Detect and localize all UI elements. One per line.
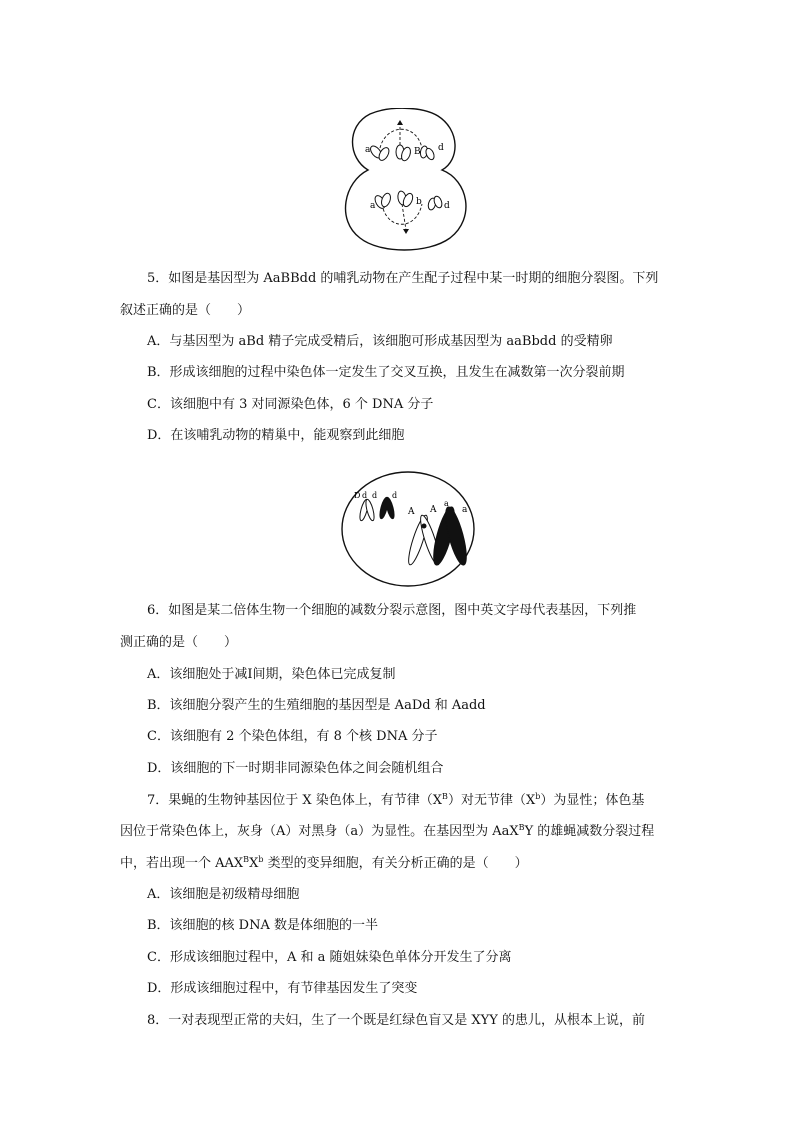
gene-label: d <box>372 491 378 500</box>
gene-label: A <box>430 505 437 515</box>
chromosomes-top <box>368 144 435 162</box>
question-7-option-b: B．该细胞的核 DNA 数是体细胞的一半 <box>147 918 379 933</box>
question-5-stem-line1: 5．如图是基因型为 AaBBdd 的哺乳动物在产生配子过程中某一时期的细胞分裂图。下列 <box>147 271 659 286</box>
gene-label: a <box>462 505 468 515</box>
question-5-option-c: C．该细胞中有 3 对同源染色体，6 个 DNA 分子 <box>147 397 434 412</box>
gene-label: a <box>365 145 371 155</box>
question-6-option-b: B．该细胞分裂产生的生殖细胞的基因型是 AaDd 和 Aadd <box>147 698 486 713</box>
question-5-option-b: B．形成该细胞的过程中染色体一定发生了交叉互换，且发生在减数第一次分裂前期 <box>147 365 625 380</box>
question-7-option-c: C．形成该细胞过程中，A 和 a 随姐妹染色单体分开发生了分离 <box>147 950 512 965</box>
question-6-stem-line2: 测正确的是（ ） <box>120 635 238 650</box>
figure-cell-division-1 <box>340 108 470 253</box>
figure-cell-division-2 <box>340 470 476 588</box>
chromosomes-bottom <box>373 190 443 210</box>
question-5-option-a: A．与基因型为 aBd 精子完成受精后，该细胞可形成基因型为 aaBbdd 的受精卵 <box>147 334 613 349</box>
question-8-stem-line1: 8．一对表现型正常的夫妇，生了一个既是红绿色盲又是 XYY 的患儿，从根本上说，前 <box>147 1013 645 1028</box>
gene-label: a <box>444 499 449 508</box>
question-7-stem-line3: 中，若出现一个 $AAX^BX^b$ 类型的变异细胞，有关分析正确的是（ ） <box>120 855 528 871</box>
gene-label: a <box>370 201 376 211</box>
gene-label: d <box>444 201 450 211</box>
question-6-option-c: C．该细胞有 2 个染色体组，有 8 个核 DNA 分子 <box>147 729 438 744</box>
gene-label: B <box>414 147 421 157</box>
question-6-option-a: A．该细胞处于减Ⅰ间期，染色体已完成复制 <box>147 667 396 682</box>
question-7-option-d: D．形成该细胞过程中，有节律基因发生了突变 <box>147 981 418 996</box>
question-6-option-d: D．该细胞的下一时期非同源染色体之间会随机组合 <box>147 761 444 776</box>
small-chromosomes <box>358 497 395 522</box>
gene-label: D <box>354 491 361 500</box>
question-7-option-a: A．该细胞是初级精母细胞 <box>147 887 300 902</box>
question-5-option-d: D．在该哺乳动物的精巢中，能观察到此细胞 <box>147 428 405 443</box>
gene-label: d <box>362 491 368 500</box>
gene-label: d <box>392 491 398 500</box>
gene-label: b <box>416 197 422 207</box>
question-7-stem-line1: 7．果蝇的生物钟基因位于 X 染色体上，有节律$(X^B)$对无节律$(X^b)$为显性；体色基 <box>147 792 645 808</box>
question-5-stem-line2: 叙述正确的是（ ） <box>120 303 251 318</box>
gene-label: A <box>408 507 415 517</box>
large-chromosomes <box>405 505 470 567</box>
gene-label: d <box>438 143 444 153</box>
question-6-stem-line1: 6．如图是某二倍体生物一个细胞的减数分裂示意图，图中英文字母代表基因，下列推 <box>147 603 637 618</box>
question-7-stem-line2: 因位于常染色体上，灰身（A）对黑身（a）为显性。在基因型为 AaX$^B$Y 的雄蝇减数分裂过程 <box>120 823 655 839</box>
